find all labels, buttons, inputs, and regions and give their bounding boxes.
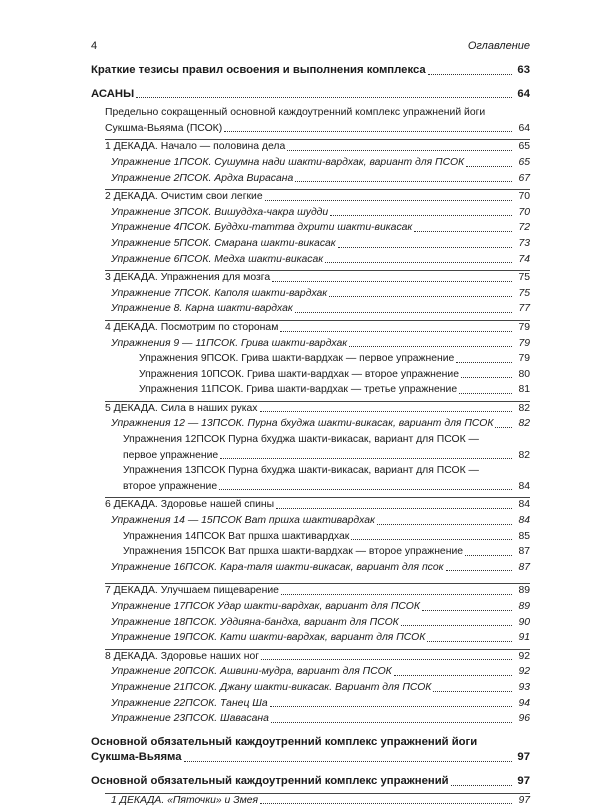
toc-entry-title: Упражнения 14ПСОК Ват пршха шактивардхак xyxy=(123,530,350,542)
toc-page-number: 82 xyxy=(518,418,530,430)
dot-leader xyxy=(295,311,512,313)
toc-entry[interactable] xyxy=(91,774,530,790)
toc-entry-title: Упражнение 16ПСОК. Кара-таля шакти-викасак, вариант для псок xyxy=(111,561,444,573)
dot-leader xyxy=(461,376,512,378)
toc-entry-title: первое упражнение xyxy=(123,449,219,461)
dot-leader xyxy=(330,214,512,216)
toc-entry-title: Упражнение 19ПСОК. Кати шакти-вардхак, вариант для ПСОК xyxy=(111,632,426,644)
dot-leader xyxy=(465,554,512,556)
dot-leader xyxy=(401,624,512,626)
toc-entry[interactable] xyxy=(91,711,530,727)
toc-entry[interactable] xyxy=(91,497,530,513)
toc-page-number: 64 xyxy=(518,122,530,134)
toc-entry-title: Упражнения 14 — 15ПСОК Ват пршха шактивардхак xyxy=(111,515,375,527)
toc-page-number: 97 xyxy=(517,751,530,764)
dot-leader xyxy=(394,674,512,676)
dot-leader xyxy=(281,593,512,595)
toc-entry-text-line: Основной обязательный каждоутренний комплекс упражнений йоги xyxy=(91,735,478,748)
toc-entry-text-line: Предельно сокращенный основной каждоутренний комплекс упражнений йоги xyxy=(105,107,486,119)
toc-entry[interactable] xyxy=(91,320,530,336)
toc-entry-text-line: Упражнения 12ПСОК Пурна бхуджа шакти-викасак, вариант для ПСОК — xyxy=(123,434,479,446)
toc-entry[interactable] xyxy=(91,463,530,494)
toc-entry-title: Упражнения 9ПСОК. Грива шакти-вардхак — первое упражнение xyxy=(139,353,455,365)
toc-entry[interactable] xyxy=(91,599,530,615)
page-number: 4 xyxy=(91,40,98,52)
toc-entry-title: 5 ДЕКАДА. Сила в наших руках xyxy=(105,402,258,414)
dot-leader xyxy=(329,295,512,297)
toc-entry-title: Упражнение 1ПСОК. Сушумна нади шакти-вардхак, вариант для ПСОК xyxy=(111,156,465,168)
toc-entry-title: 1 ДЕКАДА. Начало — половина дела xyxy=(105,141,286,153)
dot-leader xyxy=(287,149,512,151)
dot-leader xyxy=(422,609,512,611)
section-rule xyxy=(105,189,530,190)
dot-leader xyxy=(446,569,512,571)
toc-page-number: 84 xyxy=(518,480,530,492)
toc-entry[interactable] xyxy=(91,139,530,155)
toc-entry[interactable] xyxy=(91,382,530,398)
toc-entry[interactable] xyxy=(91,155,530,171)
toc-entry-title: Упражнение 3ПСОК. Вишуддха-чакра шудди xyxy=(111,206,329,218)
toc-page-number: 94 xyxy=(518,697,530,709)
toc-entry[interactable] xyxy=(91,529,530,545)
table-of-contents xyxy=(91,60,530,808)
toc-page-number: 85 xyxy=(518,530,530,542)
dot-leader xyxy=(280,330,512,332)
toc-entry[interactable] xyxy=(91,793,530,808)
dot-leader xyxy=(459,392,512,394)
toc-page-number: 96 xyxy=(518,713,530,725)
toc-entry[interactable] xyxy=(91,87,530,103)
toc-entry-title: Краткие тезисы правил освоения и выполнения комплекса xyxy=(91,64,426,76)
section-rule xyxy=(105,401,530,402)
section-rule xyxy=(105,649,530,650)
toc-page-number: 84 xyxy=(518,499,530,511)
toc-entry-title: Сукшма-Вьяяма xyxy=(91,751,182,764)
toc-entry-title: второе упражнение xyxy=(123,480,218,492)
toc-page-number: 72 xyxy=(518,222,530,234)
toc-entry[interactable] xyxy=(91,252,530,268)
toc-entry[interactable] xyxy=(91,513,530,529)
dot-leader xyxy=(219,488,512,490)
dot-leader xyxy=(428,73,512,75)
toc-entry[interactable] xyxy=(91,220,530,236)
dot-leader xyxy=(325,261,512,263)
dot-leader xyxy=(220,457,512,459)
toc-page-number: 77 xyxy=(518,303,530,315)
dot-leader xyxy=(265,199,512,201)
toc-entry-text-line: Упражнения 13ПСОК Пурна бхуджа шакти-викасак, вариант для ПСОК — xyxy=(123,465,479,477)
dot-leader xyxy=(414,230,512,232)
dot-leader xyxy=(276,507,512,509)
toc-entry[interactable] xyxy=(91,270,530,286)
toc-page-number: 74 xyxy=(518,253,530,265)
toc-page-number: 84 xyxy=(518,515,530,527)
toc-entry[interactable] xyxy=(91,205,530,221)
dot-leader xyxy=(466,165,512,167)
section-rule xyxy=(105,270,530,271)
toc-page-number: 89 xyxy=(518,601,530,612)
toc-page-number: 89 xyxy=(518,585,530,597)
dot-leader xyxy=(456,361,512,363)
toc-entry-title: Упражнение 8. Карна шакти-вардхак xyxy=(111,303,293,315)
dot-leader xyxy=(136,96,512,98)
toc-entry[interactable] xyxy=(91,735,530,766)
section-rule xyxy=(105,320,530,321)
dot-leader xyxy=(272,280,512,282)
toc-page-number: 91 xyxy=(518,632,530,644)
toc-page-number: 65 xyxy=(518,156,530,168)
toc-entry-title: 1 ДЕКАДА. «Пяточки» и Змея xyxy=(111,794,259,806)
toc-entry[interactable] xyxy=(91,649,530,665)
toc-entry[interactable] xyxy=(91,560,530,576)
toc-entry[interactable] xyxy=(91,105,530,136)
toc-entry-title: Упражнения 11ПСОК. Грива шакти-вардхак — третье упражнение xyxy=(139,384,458,396)
toc-entry-title: 7 ДЕКАДА. Улучшаем пищеварение xyxy=(105,585,279,597)
section-rule xyxy=(105,497,530,498)
toc-page-number: 92 xyxy=(518,666,530,678)
toc-page-number: 97 xyxy=(517,774,530,787)
toc-entry-title: 4 ДЕКАДА. Посмотрим по сторонам xyxy=(105,321,279,333)
dot-leader xyxy=(427,640,512,642)
toc-entry-title: Упражнение 5ПСОК. Смарана шакти-викасак xyxy=(111,237,336,249)
dot-leader xyxy=(270,705,512,707)
toc-page-number: 81 xyxy=(518,384,530,396)
toc-entry[interactable] xyxy=(91,236,530,252)
toc-entry-title: Упражнения 15ПСОК Ват пршха шакти-вардхак — второе упражнение xyxy=(123,546,464,558)
dot-leader xyxy=(224,130,512,132)
toc-entry-title: 2 ДЕКАДА. Очистим свои легкие xyxy=(105,191,263,203)
dot-leader xyxy=(433,690,512,692)
running-title: Оглавление xyxy=(467,40,530,52)
toc-page-number: 65 xyxy=(518,141,530,153)
toc-entry[interactable] xyxy=(91,664,530,680)
toc-entry-title: Упражнение 23ПСОК. Шавасана xyxy=(111,713,269,725)
toc-entry-title: Упражнения 12 — 13ПСОК. Пурна бхуджа шакти-викасак, вариант для ПСОК xyxy=(111,418,494,430)
toc-page-number: 82 xyxy=(518,402,530,414)
running-header xyxy=(91,40,530,56)
toc-entry[interactable] xyxy=(91,301,530,317)
dot-leader xyxy=(351,538,512,540)
toc-page-number: 79 xyxy=(518,337,530,349)
toc-entry-title: Основной обязательный каждоутренний комплекс упражнений xyxy=(91,774,449,787)
dot-leader xyxy=(338,246,512,248)
toc-entry[interactable] xyxy=(91,401,530,417)
toc-entry[interactable] xyxy=(91,696,530,712)
toc-entry[interactable] xyxy=(91,336,530,352)
toc-page-number: 80 xyxy=(518,368,530,380)
toc-entry[interactable] xyxy=(91,416,530,432)
toc-entry[interactable] xyxy=(91,615,530,631)
toc-entry-title: Упражнение 7ПСОК. Каполя шакти-вардхак xyxy=(111,287,328,299)
toc-entry-title: Упражнения 9 — 11ПСОК. Грива шакти-вардхак xyxy=(111,337,348,349)
dot-leader xyxy=(271,721,512,723)
toc-entry-title: 8 ДЕКАДА. Здоровье наших ног xyxy=(105,650,260,662)
toc-entry-title: АСАНЫ xyxy=(91,87,135,100)
toc-entry-title: 6 ДЕКАДА. Здоровье нашей спины xyxy=(105,499,275,511)
toc-page-number: 63 xyxy=(517,64,530,76)
toc-entry[interactable] xyxy=(91,432,530,463)
toc-page-number: 70 xyxy=(518,206,530,218)
toc-page-number: 82 xyxy=(518,449,530,461)
toc-page-number: 67 xyxy=(518,172,530,184)
dot-leader xyxy=(451,784,512,786)
section-rule xyxy=(105,583,530,584)
toc-page-number: 97 xyxy=(518,794,530,806)
toc-page-number: 75 xyxy=(518,272,530,284)
dot-leader xyxy=(495,426,512,428)
toc-entry[interactable] xyxy=(91,680,530,696)
toc-entry-title: 3 ДЕКАДА. Упражнения для мозга xyxy=(105,272,271,284)
toc-page-number: 70 xyxy=(518,191,530,203)
dot-leader xyxy=(184,760,512,762)
toc-entry[interactable] xyxy=(91,630,530,646)
toc-entry[interactable] xyxy=(91,286,530,302)
section-rule xyxy=(105,139,530,140)
dot-leader xyxy=(260,802,512,804)
toc-entry-title: Сукшма-Вьяяма (ПСОК) xyxy=(105,122,223,134)
toc-entry[interactable] xyxy=(91,351,530,367)
dot-leader xyxy=(261,658,512,660)
toc-entry-title: Упражнение 2ПСОК. Ардха Вирасана xyxy=(111,172,294,184)
toc-entry-title: Упражнение 17ПСОК Удар шакти-вардхак, вариант для ПСОК xyxy=(111,601,420,612)
dot-leader xyxy=(349,345,512,347)
toc-entry-title: Упражнение 4ПСОК. Буддхи-таттва дхрити шакти-викасак xyxy=(111,222,413,234)
toc-entry-title: Упражнение 21ПСОК. Джану шакти-викасак. Вариант для ПСОК xyxy=(111,681,432,693)
toc-page-number: 64 xyxy=(517,87,530,100)
toc-page-number: 87 xyxy=(518,546,530,558)
toc-page-number: 87 xyxy=(518,561,530,573)
toc-page-number: 73 xyxy=(518,237,530,249)
toc-page-number: 90 xyxy=(518,616,530,628)
toc-page-number: 79 xyxy=(518,321,530,333)
toc-page-number: 75 xyxy=(518,287,530,299)
toc-entry[interactable] xyxy=(91,367,530,383)
toc-entry-title: Упражнение 18ПСОК. Уддияна-бандха, вариант для ПСОК xyxy=(111,616,399,628)
toc-entry[interactable] xyxy=(91,63,530,79)
dot-leader xyxy=(377,523,512,525)
toc-page-number: 92 xyxy=(518,650,530,662)
toc-entry[interactable] xyxy=(91,171,530,187)
section-rule xyxy=(105,793,530,794)
toc-page-number: 79 xyxy=(518,353,530,365)
toc-entry-title: Упражнение 20ПСОК. Ашвини-мудра, вариант для ПСОК xyxy=(111,666,392,678)
toc-entry-title: Упражнения 10ПСОК. Грива шакти-вардхак — второе упражнение xyxy=(139,368,460,380)
toc-entry-title: Упражнение 6ПСОК. Медха шакти-викасак xyxy=(111,253,324,265)
toc-entry[interactable] xyxy=(91,544,530,560)
toc-entry-title: Упражнение 22ПСОК. Танец Ша xyxy=(111,697,268,709)
toc-page-number: 93 xyxy=(518,681,530,693)
dot-leader xyxy=(260,410,513,412)
toc-entry[interactable] xyxy=(91,583,530,599)
toc-entry[interactable] xyxy=(91,189,530,205)
dot-leader xyxy=(295,180,512,182)
